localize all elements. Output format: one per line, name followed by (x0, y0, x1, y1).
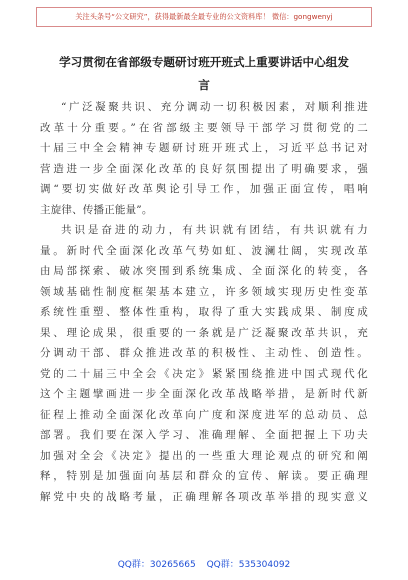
document-title (40, 51, 368, 97)
promo-banner-text: 关注头条号“公文研究”，获得最新最全最专业的公文资料库！ 微信：gongwenyj (75, 12, 333, 21)
body-line: 解党中央的战略考量，正确理解各项改革举措的现实意义 (40, 490, 368, 503)
body-line: 主旋律、传播正能量”。 (40, 203, 153, 216)
body-line: 部署。我们要在深入学习、准确理解、全面把握上下功夫 (40, 429, 368, 441)
body-line: 营造进一步全面深化改革的良好氛围提出了明确要求，强 (40, 162, 368, 175)
body-line: 量。新时代全面深化改革气势如虹、波澜壮阔，实现改革 (40, 244, 368, 257)
body-line: “广泛凝聚共识、充分调动一切积极因素，对顺利推进 (61, 101, 368, 113)
body-line: 领域基础性制度框架基本建立，许多领域实现历史性变革 (40, 285, 368, 298)
body-line: 党的二十届三中全会《决定》紧紧围绕推进中国式现代化 (40, 367, 368, 380)
document-body (40, 97, 368, 507)
body-line: 调“要切实做好改革舆论引导工作，加强正面宣传，唱响 (40, 183, 368, 195)
body-line: 加强对全会《决定》提出的一些重大理论观点的研究和阐 (40, 449, 368, 462)
footer-qq-group-2[interactable]: QQ群：535304092 (206, 560, 291, 570)
body-line: 由局部探索、破冰突围到系统集成、全面深化的转变，各 (40, 265, 368, 277)
body-line: 征程上推动全面深化改革向广度和深度进军的总动员、总 (40, 408, 368, 421)
body-line: 改革十分重要。”在省部级主要领导干部学习贯彻党的二 (40, 121, 368, 134)
body-line: 系统性重塑、整体性重构，取得了重大实践成果、制度成 (40, 306, 368, 318)
body-line: 分调动干部、群众推进改革的积极性、主动性、创造性。 (40, 347, 368, 359)
footer-contacts (0, 557, 408, 570)
promo-banner[interactable] (36, 7, 372, 27)
document-title-line-2: 言 (198, 78, 210, 92)
body-line: 释，特别是加强面向基层和群众的宣传、解读。要正确理 (40, 470, 368, 482)
body-line: 十届三中全会精神专题研讨班开班式上，习近平总书记对 (40, 142, 368, 154)
body-line: 共识是奋进的动力，有共识就有团结，有共识就有力 (61, 224, 368, 236)
body-line: 果、理论成果，很重要的一条就是广泛凝聚改革共识，充 (40, 326, 368, 339)
body-line: 这个主题擘画进一步全面深化改革战略举措，是新时代新 (40, 388, 368, 400)
document-title-line-1: 学习贯彻在省部级专题研讨班开班式上重要讲话中心组发 (59, 55, 349, 69)
footer-qq-group-1[interactable]: QQ群：30265665 (117, 560, 196, 570)
